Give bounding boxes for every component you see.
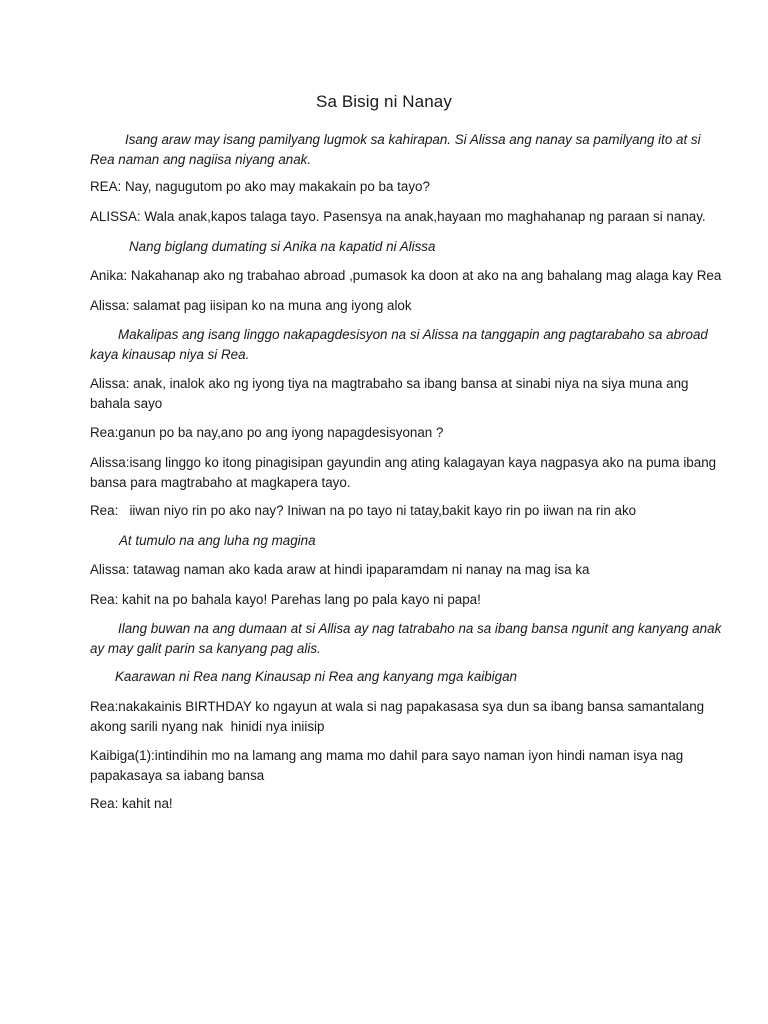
text-line: Rea: kahit na po bahala kayo! Parehas lang po pala kayo ni papa! [90,592,481,607]
dialogue-line [90,177,690,197]
narration-paragraph [119,531,719,551]
dialogue-line [90,374,690,413]
narration-paragraph [129,237,729,257]
text-line: kaya kinausap niya si Rea. [90,346,250,362]
dialogue-line [90,746,690,785]
text-line: ALISSA: Wala anak,kapos talaga tayo. Pasensya na anak,hayaan mo maghahanap ng paraan si nanay. [90,209,706,224]
text-line: Makalipas ang isang linggo nakapagdesisyon na si Alissa na tanggapin ang pagtarabaho sa abroad [118,327,708,342]
text-line: Rea:ganun po ba nay,ano po ang iyong napagdesisyonan ? [90,425,444,440]
text-line: Alissa:isang linggo ko itong pinagisipan gayundin ang ating kalagayan kaya nagpasya ako na puma ibang [90,455,717,470]
dialogue-line [90,423,690,443]
dialogue-line [90,296,690,316]
narration-paragraph [90,619,722,658]
narration-paragraph [90,325,708,364]
text-line: Rea: kahit na! [90,796,173,811]
text-line: Isang araw may isang pamilyang lugmok sa kahirapan. Si Alissa ang nanay sa pamilyang ito at si [125,132,701,147]
text-line: bansa para magtrabaho at magkapera tayo. [90,474,351,490]
text-line: Kaarawan ni Rea nang Kinausap ni Rea ang kanyang mga kaibigan [115,669,518,684]
text-line: Nang biglang dumating si Anika na kapatid ni Alissa [129,239,436,254]
narration-paragraph [115,667,715,687]
text-line: Ilang buwan na ang dumaan at si Allisa ay nag tatrabaho na sa ibang bansa ngunit ang kanyang anak [118,621,722,636]
text-line: REA: Nay, nagugutom po ako may makakain po ba tayo? [90,179,430,194]
dialogue-line [90,794,690,814]
dialogue-line [90,453,717,492]
narration-paragraph [90,130,701,169]
text-line: Rea naman ang nagiisa niyang anak. [90,151,312,167]
text-line: Rea: iiwan niyo rin po ako nay? Iniwan na po tayo ni tatay,bakit kayo rin po iiwan na rin ako [90,503,637,518]
text-line: papakasaya sa iabang bansa [90,767,265,783]
text-line: Alissa: tatawag naman ako kada araw at hindi ipaparamdam ni nanay na mag isa ka [90,562,590,577]
text-line: akong sarili nyang nak hinidi nya iniisip [90,718,325,734]
dialogue-line [90,697,705,736]
dialogue-line [90,207,706,227]
text-line: At tumulo na ang luha ng magina [119,533,316,548]
text-line: Anika: Nakahanap ako ng trabahao abroad ,pumasok ka doon at ako na ang bahalang mag alaga kay Rea [90,268,722,283]
document-title: Sa Bisig ni Nanay [316,92,452,111]
dialogue-line [90,560,690,580]
text-line: Alissa: anak, inalok ako ng iyong tiya na magtrabaho sa ibang bansa at sinabi niya na siya muna ang [90,376,689,391]
text-line: Alissa: salamat pag iisipan ko na muna ang iyong alok [90,298,412,313]
dialogue-line [90,501,690,521]
text-line: bahala sayo [90,395,163,411]
dialogue-line [90,266,722,286]
text-line: Kaibiga(1):intindihin mo na lamang ang mama mo dahil para sayo naman iyon hindi naman isya nag [90,748,684,763]
dialogue-line [90,590,690,610]
text-line: Rea:nakakainis BIRTHDAY ko ngayun at wala si nag papakasasa sya dun sa ibang bansa samantalang [90,699,705,714]
text-line: ay may galit parin sa kanyang pag alis. [90,640,321,656]
